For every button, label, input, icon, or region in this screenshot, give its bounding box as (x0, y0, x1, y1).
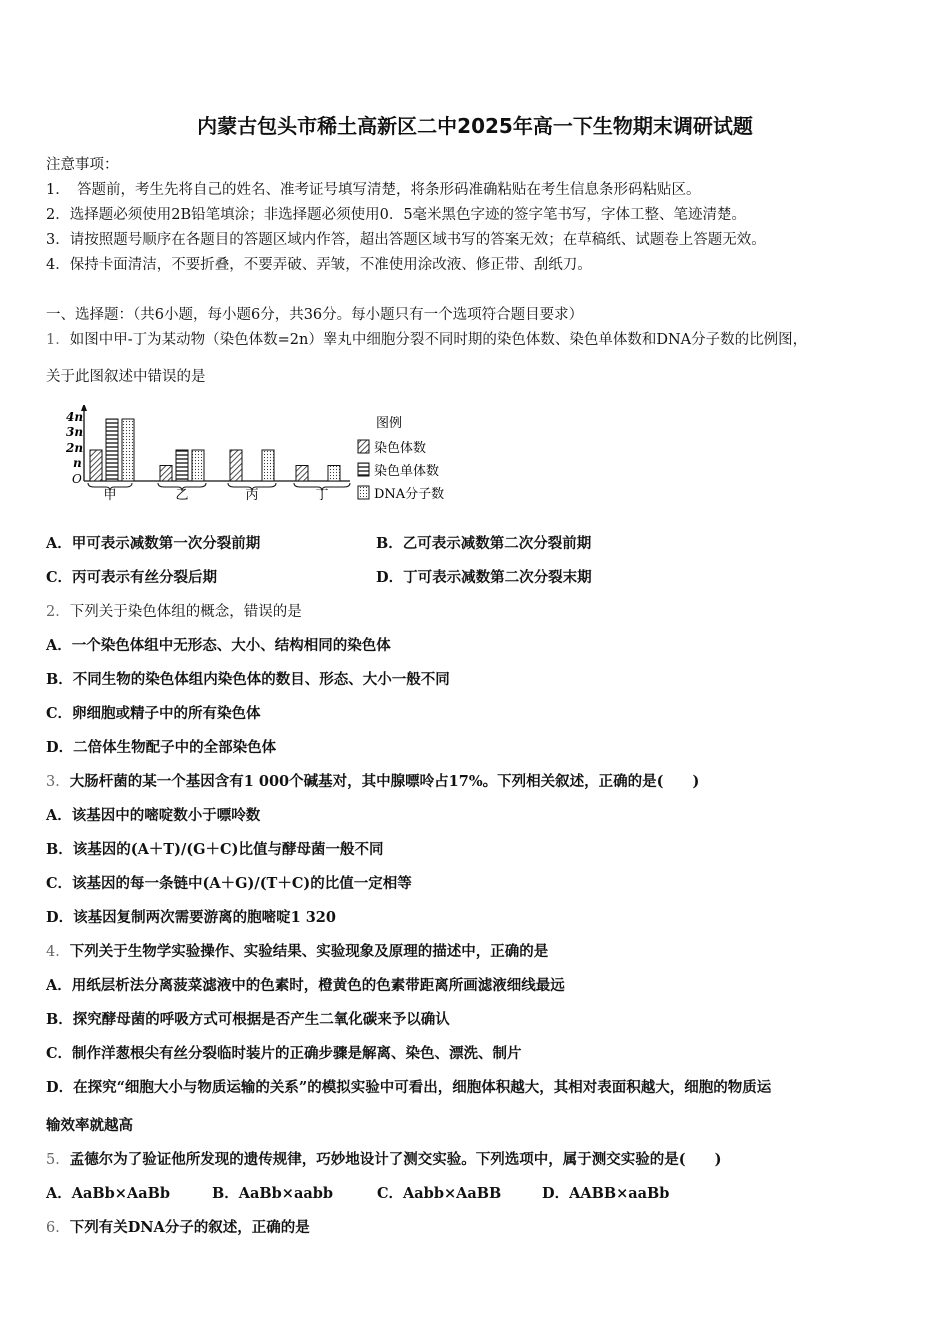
y-tick-label: 4n (66, 410, 84, 424)
notice-item: 3．请按照题号顺序在各题目的答题区域内作答，超出答题区域书写的答案无效；在草稿纸、试题卷上答题无效。 (46, 232, 766, 248)
bar-chromatid-2 (176, 450, 188, 481)
question-text: 大肠杆菌的某一个基因含有1 000个碱基对，其中腺嘌呤占17%。下列相关叙述，正确的是( ) (69, 773, 700, 790)
question-2-stem (46, 600, 302, 621)
q1-option-c: C．丙可表示有丝分裂后期 (46, 569, 218, 586)
x-category-label: 丁 (315, 488, 329, 503)
question-4-stem (46, 940, 548, 961)
question-number: 4． (46, 944, 70, 960)
question-1-stem-cont: 关于此图叙述中错误的是 (46, 369, 206, 385)
y-tick-label: 3n (66, 425, 84, 439)
x-category-label: 甲 (103, 488, 117, 503)
legend-label: 染色单体数 (374, 464, 440, 479)
question-text: 下列关于染色体组的概念，错误的是 (69, 604, 302, 620)
q3-option-b: B．该基因的(A＋T)/(G＋C)比值与酵母菌一般不同 (46, 841, 384, 858)
question-text: 下列有关DNA分子的叙述，正确的是 (69, 1219, 310, 1236)
question-number: 2． (46, 604, 70, 620)
question-3-stem (46, 770, 699, 791)
q3-option-c: C．该基因的每一条链中(A＋G)/(T＋C)的比值一定相等 (46, 875, 412, 892)
legend-swatch-chromatid (358, 463, 369, 476)
question-number: 6． (46, 1220, 70, 1236)
chart-legend (358, 416, 444, 502)
bar-chromosome-1 (90, 450, 102, 481)
notice-heading: 注意事项： (46, 157, 119, 173)
bar-dna-4 (328, 466, 340, 482)
q2-option-d: D．二倍体生物配子中的全部染色体 (46, 739, 277, 756)
q4-option-d: D．在探究“细胞大小与物质运输的关系”的模拟实验中可看出，细胞体积越大，其相对表面积越大，细胞的物质运 (46, 1079, 772, 1096)
question-number: 1． (46, 332, 70, 348)
y-tick-label: 2n (66, 441, 84, 455)
y-tick-label: n (73, 456, 82, 470)
q4-option-a: A．用纸层析法分离菠菜滤液中的色素时，橙黄色的色素带距离所画滤液细线最远 (46, 977, 565, 994)
question-number: 3． (46, 774, 70, 790)
q5-option-c: C．Aabb×AaBB (377, 1185, 502, 1202)
page-title: 内蒙古包头市稀土高新区二中2025年高一下生物期末调研试题 (197, 114, 753, 138)
legend-swatch-dna (358, 486, 369, 499)
q2-option-c: C．卵细胞或精子中的所有染色体 (46, 705, 261, 722)
q5-option-a: A．AaBb×AaBb (46, 1185, 170, 1202)
notice-item: 2．选择题必须使用2B铅笔填涂；非选择题必须使用0．5毫米黑色字迹的签字笔书写，字体工整、笔迹清楚。 (46, 207, 747, 223)
q2-option-b: B．不同生物的染色体组内染色体的数目、形态、大小一般不同 (46, 671, 450, 688)
bar-chromosome-4 (296, 466, 308, 482)
question-5-stem (46, 1148, 721, 1169)
q4-option-b: B．探究酵母菌的呼吸方式可根据是否产生二氧化碳来予以确认 (46, 1011, 450, 1028)
bar-dna-1 (122, 419, 134, 481)
chart-bars (90, 419, 340, 481)
q4-option-d-cont: 输效率就越高 (46, 1117, 133, 1134)
chart-category-brackets (88, 483, 350, 491)
bar-chromatid-1 (106, 419, 118, 481)
q1-option-b: B．乙可表示减数第二次分裂前期 (376, 535, 592, 552)
chromosome-ratio-chart (62, 405, 472, 505)
q5-option-b: B．AaBb×aabb (212, 1185, 334, 1202)
bar-dna-3 (262, 450, 274, 481)
legend-label: DNA分子数 (374, 487, 445, 502)
notice-item: 4．保持卡面清洁，不要折叠，不要弄破、弄皱，不准使用涂改液、修正带、刮纸刀。 (46, 257, 592, 273)
legend-swatch-chromosome (358, 440, 369, 453)
notice-item: 1． 答题前，考生先将自己的姓名、准考证号填写清楚，将条形码准确粘贴在考生信息条形码粘贴区。 (46, 182, 701, 198)
q3-option-a: A．该基因中的嘧啶数小于嘌呤数 (46, 807, 261, 824)
q4-option-c: C．制作洋葱根尖有丝分裂临时装片的正确步骤是解离、染色、漂洗、制片 (46, 1045, 522, 1062)
section-heading: 一、选择题：（共6小题，每小题6分，共36分。每小题只有一个选项符合题目要求） (46, 307, 584, 323)
chart-axes (81, 405, 350, 481)
q2-option-a: A．一个染色体组中无形态、大小、结构相同的染色体 (46, 637, 391, 654)
question-text: 如图中甲-丁为某动物（染色体数=2n）睾丸中细胞分裂不同时期的染色体数、染色单体数和DNA分子数的比例图， (69, 332, 808, 348)
q5-option-d: D．AABB×aaBb (542, 1185, 670, 1202)
q1-option-d: D．丁可表示减数第二次分裂末期 (376, 569, 592, 586)
question-1-stem (46, 328, 807, 349)
question-text: 下列关于生物学实验操作、实验结果、实验现象及原理的描述中，正确的是 (69, 943, 549, 960)
bar-chromosome-2 (160, 466, 172, 482)
bar-chromosome-3 (230, 450, 242, 481)
legend-title: 图例 (376, 416, 403, 431)
legend-label: 染色体数 (374, 441, 427, 456)
question-text: 孟德尔为了验证他所发现的遗传规律，巧妙地设计了测交实验。下列选项中，属于测交实验的是( ) (69, 1151, 722, 1168)
q3-option-d: D．该基因复制两次需要游离的胞嘧啶1 320 (46, 909, 336, 926)
x-category-label: 乙 (175, 488, 189, 503)
bar-dna-2 (192, 450, 204, 481)
question-number: 5． (46, 1152, 70, 1168)
q1-option-a: A．甲可表示减数第一次分裂前期 (46, 535, 261, 552)
y-tick-label: O (72, 472, 82, 486)
x-category-label: 丙 (245, 488, 259, 503)
question-6-stem (46, 1216, 310, 1237)
